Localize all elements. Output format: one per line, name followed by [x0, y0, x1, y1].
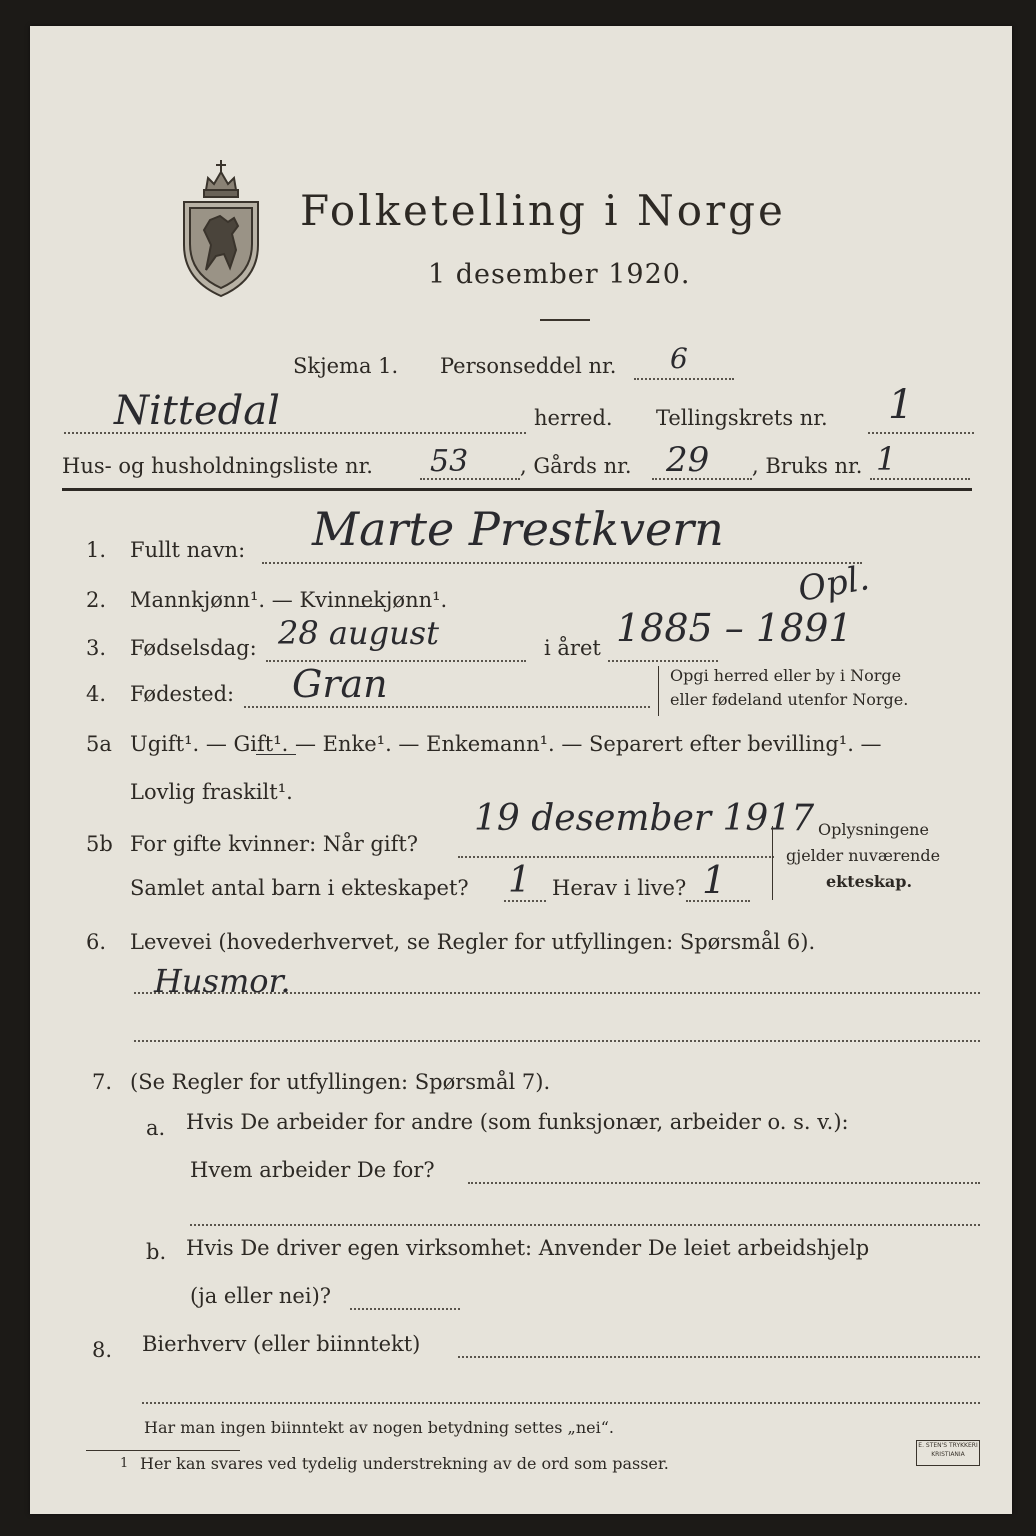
- footnote-text: Her kan svares ved tydelig understrekning av de ord som passer.: [140, 1454, 669, 1473]
- q7b-line1: Hvis De driver egen virksomhet: Anvender De leiet arbeidshjelp: [186, 1236, 870, 1260]
- printer-stamp-line2: KRISTIANIA: [931, 1451, 965, 1458]
- q4-note-line2: eller fødeland utenfor Norge.: [670, 690, 909, 709]
- q2-label: Mannkjønn¹. — Kvinnekjønn¹.: [130, 588, 448, 612]
- q7a-line2: Hvem arbeider De for?: [190, 1158, 435, 1182]
- q7-label: (Se Regler for utfyllingen: Spørsmål 7).: [130, 1070, 551, 1094]
- q7a-line1: Hvis De arbeider for andre (som funksjonær, arbeider o. s. v.):: [186, 1110, 849, 1134]
- q7a-dots-line1: [468, 1182, 980, 1184]
- footnote-mark: 1: [120, 1456, 129, 1471]
- census-form: [30, 26, 1012, 1514]
- hus-label: Hus- og husholdningsliste nr.: [62, 454, 373, 478]
- q5a-gift-underline: [256, 754, 296, 755]
- q1-dots: [262, 562, 862, 564]
- hus-value: 53: [430, 444, 469, 479]
- tellingskrets-label: Tellingskrets nr.: [656, 406, 828, 430]
- q3-number: 3.: [86, 636, 107, 660]
- bruks-value: 1: [876, 440, 897, 478]
- q3-year-value: 1885 – 1891: [616, 606, 853, 650]
- q5b-label3: Herav i live?: [552, 876, 687, 900]
- q2-underline: [356, 606, 384, 607]
- q5b-note-line1: Oplysningene: [818, 820, 929, 839]
- herred-label: herred.: [534, 406, 613, 430]
- skjema-label: Skjema 1.: [293, 354, 399, 378]
- title-rule: [540, 319, 590, 321]
- tellingskrets-value: 1: [888, 382, 914, 428]
- q6-value: Husmor.: [154, 962, 291, 1000]
- q7b-dots: [350, 1308, 460, 1310]
- q3-day-value: 28 august: [278, 614, 439, 652]
- q8-label: Bierhverv (eller biinntekt): [142, 1332, 421, 1356]
- q1-number: 1.: [86, 538, 107, 562]
- q7b-letter: b.: [146, 1240, 167, 1264]
- q6-label: Levevei (hovederhvervet, se Regler for utfyllingen: Spørsmål 6).: [130, 930, 816, 954]
- q7a-letter: a.: [146, 1116, 166, 1140]
- personseddel-value: 6: [670, 342, 688, 375]
- printer-stamp-line1: E. STEN'S TRYKKERI: [918, 1442, 978, 1449]
- q3-year-label: i året: [544, 636, 601, 660]
- q5b-number: 5b: [86, 832, 113, 856]
- gards-value: 29: [666, 440, 710, 480]
- q7a-dots-line2: [190, 1224, 980, 1226]
- q5b-note-line3: ekteskap.: [826, 872, 913, 891]
- q5b-note-line2: gjelder nuværende: [786, 846, 941, 865]
- q4-number: 4.: [86, 682, 107, 706]
- q5b-married-dots: [458, 856, 774, 858]
- q7b-line2: (ja eller nei)?: [190, 1284, 332, 1308]
- gards-label: , Gårds nr.: [520, 454, 632, 478]
- q5b-label2: Samlet antal barn i ekteskapet?: [130, 876, 469, 900]
- q1-value: Marte Prestkvern: [312, 502, 724, 556]
- q5a-number: 5a: [86, 732, 112, 756]
- bruks-dots: [870, 478, 970, 480]
- footnote-rule: [86, 1450, 240, 1451]
- form-title: Folketelling i Norge: [300, 186, 786, 235]
- herred-dots: [64, 432, 526, 434]
- q3-year-dots: [608, 660, 718, 662]
- personseddel-dots: [634, 378, 734, 380]
- q5b-children-value: 1: [508, 860, 531, 901]
- q3-label: Fødselsdag:: [130, 636, 257, 660]
- printer-stamp: [916, 1440, 980, 1466]
- q4-value: Gran: [292, 662, 388, 706]
- q5b-married-value: 19 desember 1917: [474, 798, 815, 839]
- tellingskrets-dots: [868, 432, 974, 434]
- q5b-brace: [772, 826, 773, 900]
- header-rule: [62, 488, 972, 491]
- q6-dots-line1: [134, 992, 980, 994]
- bruks-label: , Bruks nr.: [752, 454, 863, 478]
- q8-note: Har man ingen biinntekt av nogen betydning settes „nei“.: [144, 1418, 614, 1437]
- q4-dots: [244, 706, 650, 708]
- personseddel-label: Personseddel nr.: [440, 354, 617, 378]
- q5b-alive-value: 1: [702, 858, 727, 902]
- q4-brace: [658, 666, 659, 716]
- q4-label: Fødested:: [130, 682, 235, 706]
- herred-value: Nittedal: [114, 388, 280, 434]
- q2-note: Opl.: [795, 558, 873, 610]
- form-date: 1 desember 1920.: [428, 259, 691, 290]
- q5b-label1: For gifte kvinner: Når gift?: [130, 832, 419, 856]
- q5a-line1: Ugift¹. — Gift¹. — Enke¹. — Enkemann¹. — Separert efter bevilling¹. —: [130, 732, 882, 756]
- q4-note-line1: Opgi herred eller by i Norge: [670, 666, 902, 685]
- q8-dots-line1: [458, 1356, 980, 1358]
- q8-number: 8.: [92, 1338, 113, 1362]
- q6-number: 6.: [86, 930, 107, 954]
- q1-label: Fullt navn:: [130, 538, 246, 562]
- q8-dots-line2: [142, 1402, 980, 1404]
- q7-number: 7.: [92, 1070, 113, 1094]
- coat-of-arms-icon: [176, 150, 266, 300]
- q2-number: 2.: [86, 588, 107, 612]
- q5a-line2: Lovlig fraskilt¹.: [130, 780, 293, 804]
- q6-dots-line2: [134, 1040, 980, 1042]
